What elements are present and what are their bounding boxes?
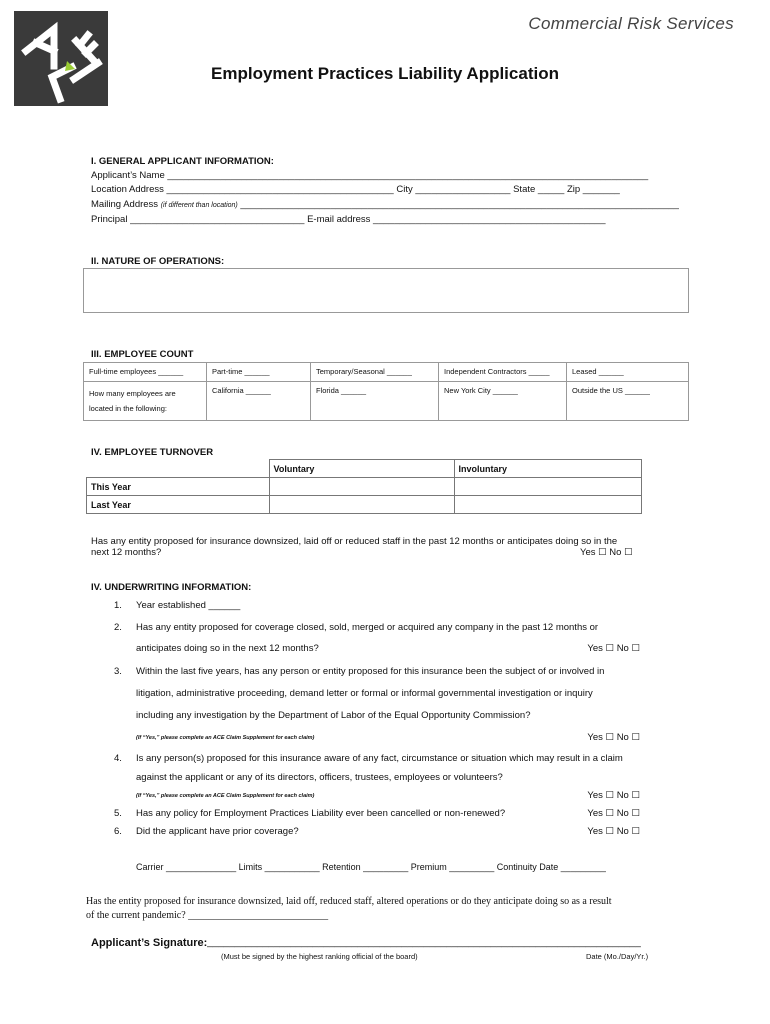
table-cell[interactable] — [454, 496, 642, 514]
turnover-table — [86, 459, 642, 514]
downsize-question-line1: Has any entity proposed for insurance downsized, laid off or reduced staff in the past 12 months or anticipates doing so in the — [91, 536, 618, 547]
table-cell[interactable]: Independent Contractors _____ — [439, 363, 567, 382]
table-header — [87, 460, 270, 478]
company-name: Commercial Risk Services — [528, 14, 734, 33]
row-label: Last Year — [87, 496, 270, 514]
table-row — [87, 496, 642, 514]
table-row — [87, 478, 642, 496]
q5-text: Has any policy for Employment Practices Liability ever been cancelled or non-renewed? — [136, 808, 506, 819]
principal-field[interactable]: Principal _________________________________ E-mail address ____________________________________________ — [91, 214, 606, 225]
signature-line[interactable]: ______________________________________________________________________________ — [207, 937, 641, 948]
ace-logo — [14, 11, 108, 106]
table-cell[interactable]: Outside the US ______ — [567, 382, 689, 421]
date-label: Date (Mo./Day/Yr.) — [586, 952, 649, 961]
mailing-address-note: (if different than location) — [160, 202, 238, 209]
pandemic-question-line2[interactable]: of the current pandemic? ____________________________ — [86, 910, 329, 921]
nature-of-operations-box[interactable] — [83, 268, 689, 313]
section-4-heading: IV. EMPLOYEE TURNOVER — [91, 447, 214, 458]
q3-number: 3. — [114, 666, 122, 677]
row-label: This Year — [87, 478, 270, 496]
q3-line1: Within the last five years, has any person or entity proposed for this insurance been the subject of or involved in — [136, 666, 605, 677]
q4-number: 4. — [114, 753, 122, 764]
section-2-heading: II. NATURE OF OPERATIONS: — [91, 256, 225, 267]
table-cell[interactable] — [269, 478, 454, 496]
table-cell[interactable]: Leased ______ — [567, 363, 689, 382]
q4-note: (If “Yes,” please complete an ACE Claim Supplement for each claim) — [136, 793, 315, 799]
q2-line2: anticipates doing so in the next 12 months? — [136, 643, 319, 654]
mailing-address-field[interactable] — [91, 199, 679, 210]
employee-count-table — [83, 362, 689, 421]
section-5-heading: IV. UNDERWRITING INFORMATION: — [91, 582, 252, 593]
table-header: Voluntary — [269, 460, 454, 478]
table-row — [87, 460, 642, 478]
table-row — [84, 363, 689, 382]
q3-note: (If “Yes,” please complete an ACE Claim Supplement for each claim) — [136, 735, 315, 741]
q6-text: Did the applicant have prior coverage? — [136, 826, 299, 837]
mailing-address-line: ___________________________________________________________________________________ — [240, 199, 679, 210]
mailing-address-label: Mailing Address — [91, 199, 159, 210]
table-row — [84, 382, 689, 421]
prior-coverage-fields[interactable]: Carrier ______________ Limits ___________ Retention _________ Premium _________ Continuity Date _________ — [136, 862, 606, 872]
downsize-yes-no[interactable]: Yes ☐ No ☐ — [580, 547, 633, 558]
table-cell[interactable] — [269, 496, 454, 514]
ace-logo-mark — [14, 11, 108, 106]
q5-number: 5. — [114, 808, 122, 819]
location-address-field[interactable]: Location Address ___________________________________________ City __________________ State _____ Zip _______ — [91, 184, 620, 195]
applicant-name-field[interactable]: Applicant’s Name ___________________________________________________________________________________________ — [91, 170, 649, 181]
q3-yes-no[interactable]: Yes ☐ No ☐ — [587, 732, 640, 743]
q3-line3: including any investigation by the Department of Labor of the Equal Opportunity Commission? — [136, 710, 531, 721]
page-title: Employment Practices Liability Application — [211, 64, 559, 83]
table-cell: How many employees are located in the following: — [84, 382, 207, 421]
table-cell[interactable]: Part-time ______ — [207, 363, 311, 382]
q1-number: 1. — [114, 600, 122, 611]
q3-line2: litigation, administrative proceeding, demand letter or formal or informal governmental investigation or inquiry — [136, 688, 593, 699]
table-cell[interactable] — [454, 478, 642, 496]
table-cell[interactable]: Florida ______ — [311, 382, 439, 421]
section-1-heading: I. GENERAL APPLICANT INFORMATION: — [91, 156, 274, 167]
q6-yes-no[interactable]: Yes ☐ No ☐ — [587, 826, 640, 837]
downsize-question-line2: next 12 months? — [91, 547, 162, 558]
q6-number: 6. — [114, 826, 122, 837]
q5-yes-no[interactable]: Yes ☐ No ☐ — [587, 808, 640, 819]
table-cell[interactable]: Full-time employees ______ — [84, 363, 207, 382]
table-cell[interactable]: California ______ — [207, 382, 311, 421]
pandemic-question-line1: Has the entity proposed for insurance downsized, laid off, reduced staff, altered operations or do they anticipate doing so as a result — [86, 896, 612, 907]
table-cell[interactable]: New York City ______ — [439, 382, 567, 421]
signature-note: (Must be signed by the highest ranking official of the board) — [221, 952, 418, 961]
q2-yes-no[interactable]: Yes ☐ No ☐ — [587, 643, 640, 654]
q2-line1: Has any entity proposed for coverage closed, sold, merged or acquired any company in the past 12 months or — [136, 622, 599, 633]
table-cell[interactable]: Temporary/Seasonal ______ — [311, 363, 439, 382]
section-3-heading: III. EMPLOYEE COUNT — [91, 349, 194, 360]
q4-line2: against the applicant or any of its directors, officers, trustees, employees or volunteers? — [136, 772, 503, 783]
q4-line1: Is any person(s) proposed for this insurance aware of any fact, circumstance or situation which may result in a claim — [136, 753, 623, 764]
signature-label: Applicant’s Signature: — [91, 937, 208, 949]
q2-number: 2. — [114, 622, 122, 633]
year-established-field[interactable]: Year established ______ — [136, 600, 241, 611]
q4-yes-no[interactable]: Yes ☐ No ☐ — [587, 790, 640, 801]
table-header: Involuntary — [454, 460, 642, 478]
